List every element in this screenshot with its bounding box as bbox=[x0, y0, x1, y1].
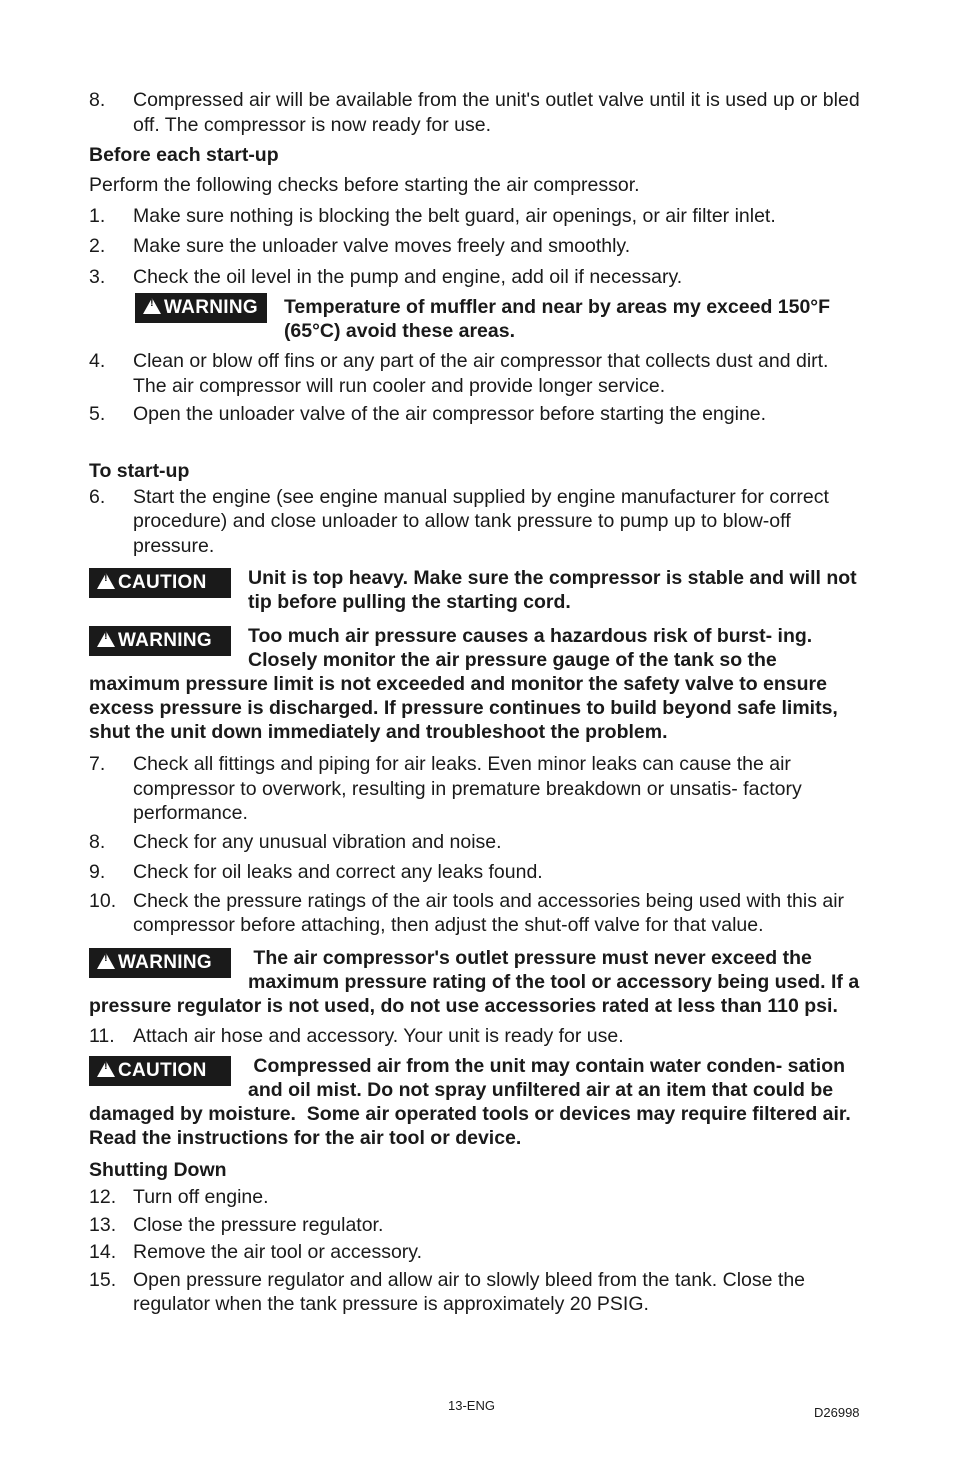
list-item: 13. Close the pressure regulator. bbox=[89, 1213, 384, 1236]
warning-block: ! WARNING The air compressor's outlet pressure must never exceed the maximum pressure rating of the tool or accessory being used. If a pressure regulator is not used, do not use accessories rated at less than 110 psi. bbox=[89, 946, 865, 1017]
caution-block: ! CAUTION Unit is top heavy. Make sure the compressor is stable and will not tip before pulling the starting cord. bbox=[89, 566, 864, 614]
warning-block: ! WARNING Too much air pressure causes a hazardous risk of burst- ing. Closely monitor the air pressure gauge of the tank so the maximum pressure limit is not exceeded and monitor the safety valve to ensure excess pressure is discharged. If pressure continues to build beyond safe limits, shut the unit down immediately and troubleshoot the problem. bbox=[89, 625, 838, 743]
intro-text: Perform the following checks before starting the air compressor. bbox=[89, 174, 640, 196]
list-item: 9. Check for oil leaks and correct any leaks found. bbox=[89, 861, 543, 883]
caution-block: ! CAUTION Compressed air from the unit may contain water conden- sation and oil mist. Do not spray unfiltered air at an item that could be damaged by moisture. Some air operated tools or devices may require filtered air. Read the instructions for the air tool or device. bbox=[89, 1055, 857, 1149]
page-number: 13-ENG bbox=[448, 1398, 495, 1413]
list-item: 15. Open pressure regulator and allow air to slowly bleed from the tank. Close the regulator when the tank pressure is approximately 20 PSIG. bbox=[89, 1268, 806, 1315]
list-item: 14. Remove the air tool or accessory. bbox=[89, 1241, 423, 1263]
list-item: 1. Make sure nothing is blocking the belt guard, air openings, or air filter inlet. bbox=[89, 204, 776, 227]
warning-triangle-icon: ! bbox=[97, 948, 118, 978]
list-item: 11. Attach air hose and accessory. Your unit is ready for use. bbox=[89, 1024, 624, 1047]
list-item: 3. Check the oil level in the pump and engine, add oil if necessary. bbox=[89, 265, 683, 288]
warning-triangle-icon: ! bbox=[97, 626, 118, 656]
warning-triangle-icon: ! bbox=[97, 1056, 118, 1086]
list-item: 10. Check the pressure ratings of the air tools and accessories being used with this air compressor before attaching, then adjust the shut-off valve for that value. bbox=[89, 889, 845, 936]
list-item: 7. Check all fittings and piping for air leaks. Even minor leaks can cause the air compressor to overwork, resulting in premature breakdown or unsatis- factory performance. bbox=[89, 753, 802, 824]
warning-badge: ! WARNING bbox=[89, 948, 231, 978]
warning-block: ! WARNING Temperature of muffler and near by areas my exceed 150°F (65°C) avoid these areas. bbox=[89, 295, 864, 343]
section-heading-shutting-down: Shutting Down bbox=[89, 1159, 227, 1181]
manual-page bbox=[89, 88, 864, 1317]
list-item: 8. Check for any unusual vibration and noise. bbox=[89, 830, 502, 853]
list-item: 2. Make sure the unloader valve moves freely and smoothly. bbox=[89, 235, 631, 257]
list-item: 8. Compressed air will be available from the unit's outlet valve until it is used up or bled off. The compressor is now ready for use. bbox=[89, 89, 860, 136]
section-heading-before-start-up: Before each start-up bbox=[89, 144, 279, 166]
warning-triangle-icon: ! bbox=[143, 293, 164, 323]
list-item: 4. Clean or blow off fins or any part of the air compressor that collects dust and dirt. The air compressor will run cooler and provide longer service. bbox=[89, 350, 829, 397]
list-item: 6. Start the engine (see engine manual supplied by engine manufacturer for correct procedure) and close unloader to allow tank pressure to pump up to blow-off pressure. bbox=[89, 485, 829, 557]
section-heading-to-start-up: To start-up bbox=[89, 459, 190, 482]
warning-badge: ! WARNING bbox=[135, 293, 267, 323]
caution-badge: ! CAUTION bbox=[89, 1056, 231, 1086]
caution-badge: ! CAUTION bbox=[89, 568, 231, 598]
list-item: 12. Turn off engine. bbox=[89, 1186, 269, 1208]
list-item: 5. Open the unloader valve of the air compressor before starting the engine. bbox=[89, 403, 767, 425]
document-code: D26998 bbox=[814, 1405, 860, 1420]
warning-triangle-icon: ! bbox=[97, 568, 118, 598]
warning-badge: ! WARNING bbox=[89, 626, 231, 656]
